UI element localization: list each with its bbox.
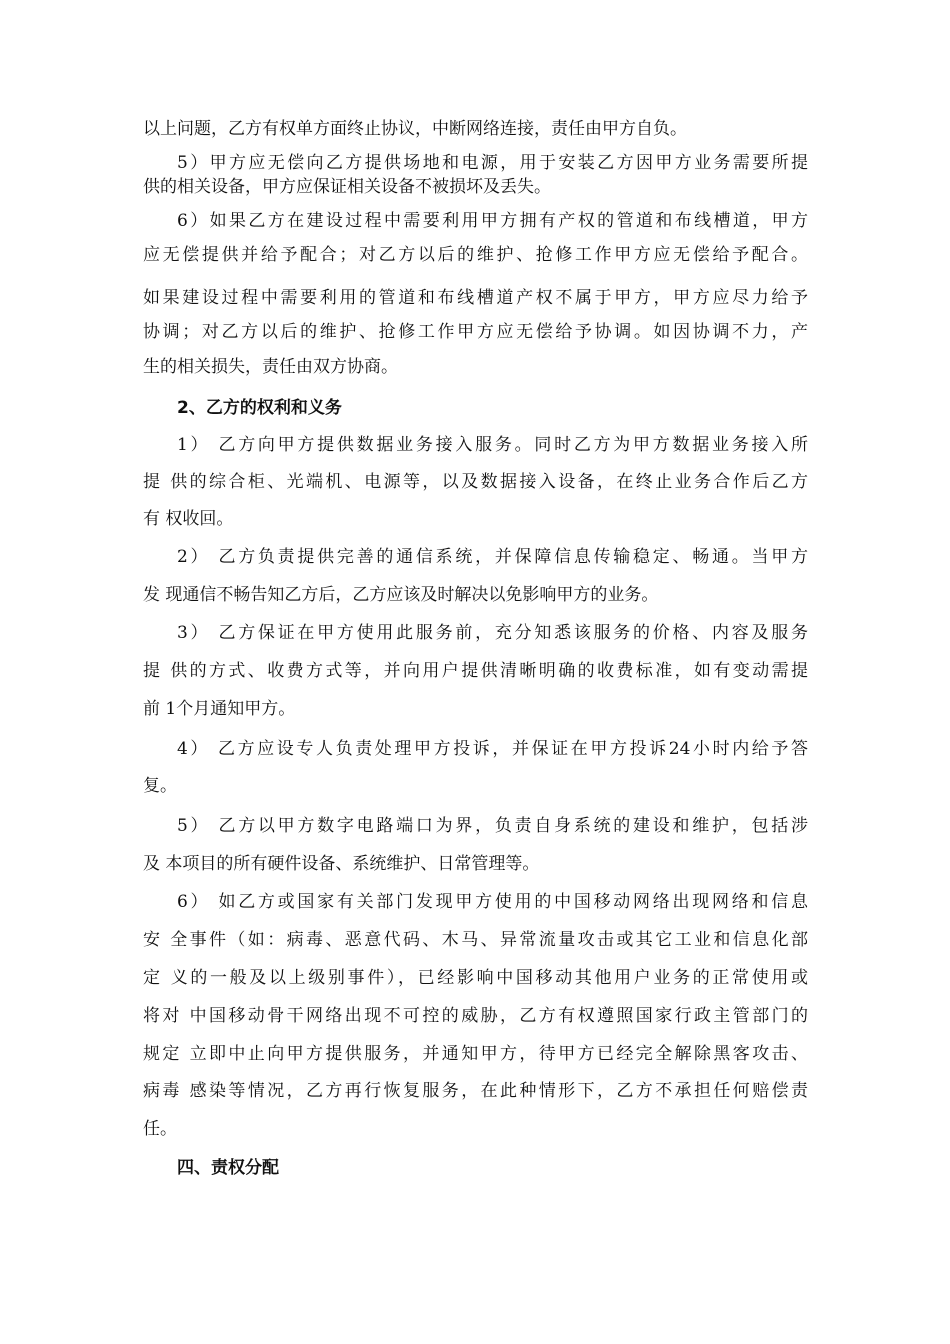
item-3-line-1: 3） 乙方保证在甲方使用此服务前，充分知悉该服务的价格、内容及服务	[177, 623, 808, 643]
item-6-line-7: 任。	[143, 1119, 177, 1139]
section-heading-responsibility: 四、责权分配	[177, 1158, 279, 1178]
item-5-line-1: 5） 乙方以甲方数字电路端口为界，负责自身系统的建设和维护，包括涉	[177, 816, 808, 836]
item-4-line-2: 复。	[143, 776, 177, 796]
clause-5-line-2: 供的相关设备，甲方应保证相关设备不被损坏及丢失。	[143, 177, 551, 197]
item-2-line-2: 发 现通信不畅告知乙方后，乙方应该及时解决以免影响甲方的业务。	[143, 585, 659, 605]
clause-6-line-2: 应无偿提供并给予配合；对乙方以后的维护、抢修工作甲方应无偿给予配合。	[143, 245, 808, 265]
item-1-line-1: 1） 乙方向甲方提供数据业务接入服务。同时乙方为甲方数据业务接入所	[177, 435, 808, 455]
clause-5-line-1: 5）甲方应无偿向乙方提供场地和电源，用于安装乙方因甲方业务需要所提	[177, 153, 808, 173]
item-3-line-3: 前 1个月通知甲方。	[143, 699, 296, 719]
clause-6-line-4: 协调；对乙方以后的维护、抢修工作甲方应无偿给予协调。如因协调不力，产	[143, 322, 808, 342]
item-1-line-2: 提 供的综合柜、光端机、电源等，以及数据接入设备，在终止业务合作后乙方	[143, 472, 808, 492]
item-4-line-1: 4） 乙方应设专人负责处理甲方投诉，并保证在甲方投诉24小时内给予答	[177, 739, 808, 759]
item-6-line-1: 6） 如乙方或国家有关部门发现甲方使用的中国移动网络出现网络和信息	[177, 892, 808, 912]
item-6-line-3: 定 义的一般及以上级别事件），已经影响中国移动其他用户业务的正常使用或	[143, 968, 808, 988]
item-5-line-2: 及 本项目的所有硬件设备、系统维护、日常管理等。	[143, 854, 540, 874]
item-3-line-2: 提 供的方式、收费方式等，并向用户提供清晰明确的收费标准，如有变动需提	[143, 661, 808, 681]
clause-6-line-3: 如果建设过程中需要利用的管道和布线槽道产权不属于甲方，甲方应尽力给予	[143, 288, 808, 308]
item-6-line-2: 安 全事件（如：病毒、恶意代码、木马、异常流量攻击或其它工业和信息化部	[143, 930, 808, 950]
item-6-line-4: 将对 中国移动骨干网络出现不可控的威胁，乙方有权遵照国家行政主管部门的	[143, 1006, 808, 1026]
item-1-line-3: 有 权收回。	[143, 509, 234, 529]
item-6-line-6: 病毒 感染等情况，乙方再行恢复服务，在此种情形下，乙方不承担任何赔偿责	[143, 1081, 808, 1101]
item-2-line-1: 2） 乙方负责提供完善的通信系统，并保障信息传输稳定、畅通。当甲方	[177, 547, 808, 567]
paragraph-intro-line-1: 以上问题，乙方有权单方面终止协议，中断网络连接，责任由甲方自负。	[143, 119, 687, 139]
clause-6-line-5: 生的相关损失，责任由双方协商。	[143, 357, 398, 377]
section-heading-party-b-rights: 2、乙方的权利和义务	[177, 398, 342, 418]
item-6-line-5: 规定 立即中止向甲方提供服务，并通知甲方，待甲方已经完全解除黑客攻击、	[143, 1044, 808, 1064]
clause-6-line-1: 6）如果乙方在建设过程中需要利用甲方拥有产权的管道和布线槽道，甲方	[177, 211, 808, 231]
